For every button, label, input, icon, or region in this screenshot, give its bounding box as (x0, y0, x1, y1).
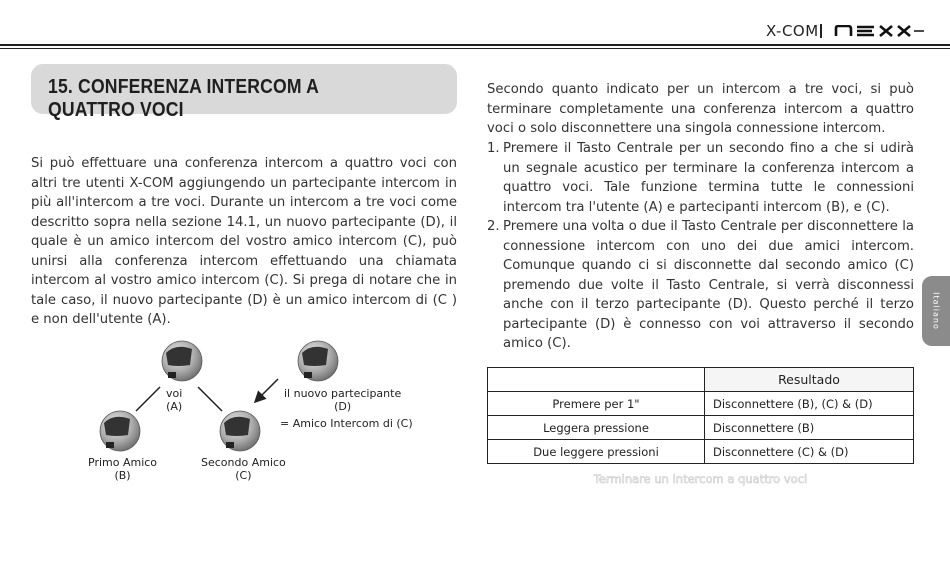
table-caption: Terminare un intercom a quattro voci (593, 472, 808, 486)
label-voi (166, 387, 182, 413)
helmet-b-icon (100, 411, 140, 451)
table-cell-action: Due leggere pressioni (488, 440, 705, 464)
brand-label: X-COM (766, 22, 819, 40)
helmet-a-icon (162, 341, 202, 381)
step-number: 1. (487, 141, 500, 156)
table-header-result: Resultado (705, 368, 914, 392)
step-text: Premere il Tasto Centrale per un secondo fino a che si udirà un segnale acustico per terminare la conferenza intercom a quattro voci. Tale funzione termina tutte le connessioni intercom tra l'utente (A) e partecipanti intercom (B), e (C). (503, 141, 914, 215)
steps-list (487, 139, 914, 354)
table-cell-result: Disconnettere (C) & (D) (705, 440, 914, 464)
nexx-logo (834, 25, 926, 37)
intercom-diagram (80, 335, 420, 485)
label-voi-tag: (A) (166, 400, 183, 413)
helmet-c-icon (220, 411, 260, 451)
left-paragraph: Si può effettuare una conferenza intercom a quattro voci con altri tre utenti X-COM aggiungendo un partecipante intercom in più all'intercom a tre voci. Durante un intercom a tre voci come descritto sopra nella sezione 14.1, un nuovo partecipante (D), il quale è un amico intercom del vostro amico intercom (C), può unirsi alla conferenza intercom effettuando una chiamata intercom al vostro amico intercom (C). Si prega di notare che in tale caso, il nuovo partecipante (D) è un amico intercom di (C ) e non dell'utente (A). (31, 156, 457, 327)
right-intro: Secondo quanto indicato per un intercom a tre voci, si può terminare completamente una conferenza intercom a quattro voci o solo disconnettere una singola connessione intercom. (487, 82, 914, 136)
brand-separator (820, 24, 822, 38)
link-a-c (198, 387, 222, 411)
table-row (488, 416, 914, 440)
link-a-b (136, 387, 160, 411)
language-side-tab (922, 276, 950, 346)
label-nuovo-note: = Amico Intercom di (C) (280, 417, 413, 430)
step-item (487, 217, 914, 354)
label-nuovo-tag: (D) (334, 400, 352, 413)
table-cell-result: Disconnettere (B), (C) & (D) (705, 392, 914, 416)
section-title: 15. CONFERENZA INTERCOM A QUATTRO VOCI (48, 76, 319, 121)
table-cell-action: Leggera pressione (488, 416, 705, 440)
step-text: Premere una volta o due il Tasto Centrale per disconnettere la connessione intercom con uno dei due amici intercom. Comunque quando ci si disconnette dal secondo amico (C) premendo due volte il Tasto Centrale, si verrà disconnessi anche con il terzo partecipante (D). Questo perché il terzo partecipante (D) è connesso con voi attraverso il secondo amico (C). (503, 219, 914, 351)
section-title-box (31, 64, 457, 121)
table-header-row (488, 368, 914, 392)
label-primo (88, 456, 157, 482)
language-side-tab-label: Italiano (931, 292, 941, 330)
table-row (488, 440, 914, 464)
step-item (487, 139, 914, 217)
label-secondo-tag: (C) (235, 469, 252, 482)
label-nuovo-name: il nuovo partecipante (284, 387, 402, 400)
table-cell-action: Premere per 1" (488, 392, 705, 416)
table-header-action (488, 368, 705, 392)
label-secondo (201, 456, 286, 482)
label-primo-tag: (B) (114, 469, 131, 482)
arrow-d-c (256, 379, 278, 401)
label-voi-name: voi (166, 387, 183, 400)
result-table (487, 367, 914, 464)
label-primo-name: Primo Amico (88, 456, 158, 469)
header-rule-bottom (0, 48, 950, 49)
table-cell-result: Disconnettere (B) (705, 416, 914, 440)
label-nuovo (284, 387, 401, 413)
label-secondo-name: Secondo Amico (201, 456, 286, 469)
helmet-d-icon (298, 341, 338, 381)
table-row (488, 392, 914, 416)
step-number: 2. (487, 219, 500, 234)
header-rule-top (0, 44, 950, 46)
